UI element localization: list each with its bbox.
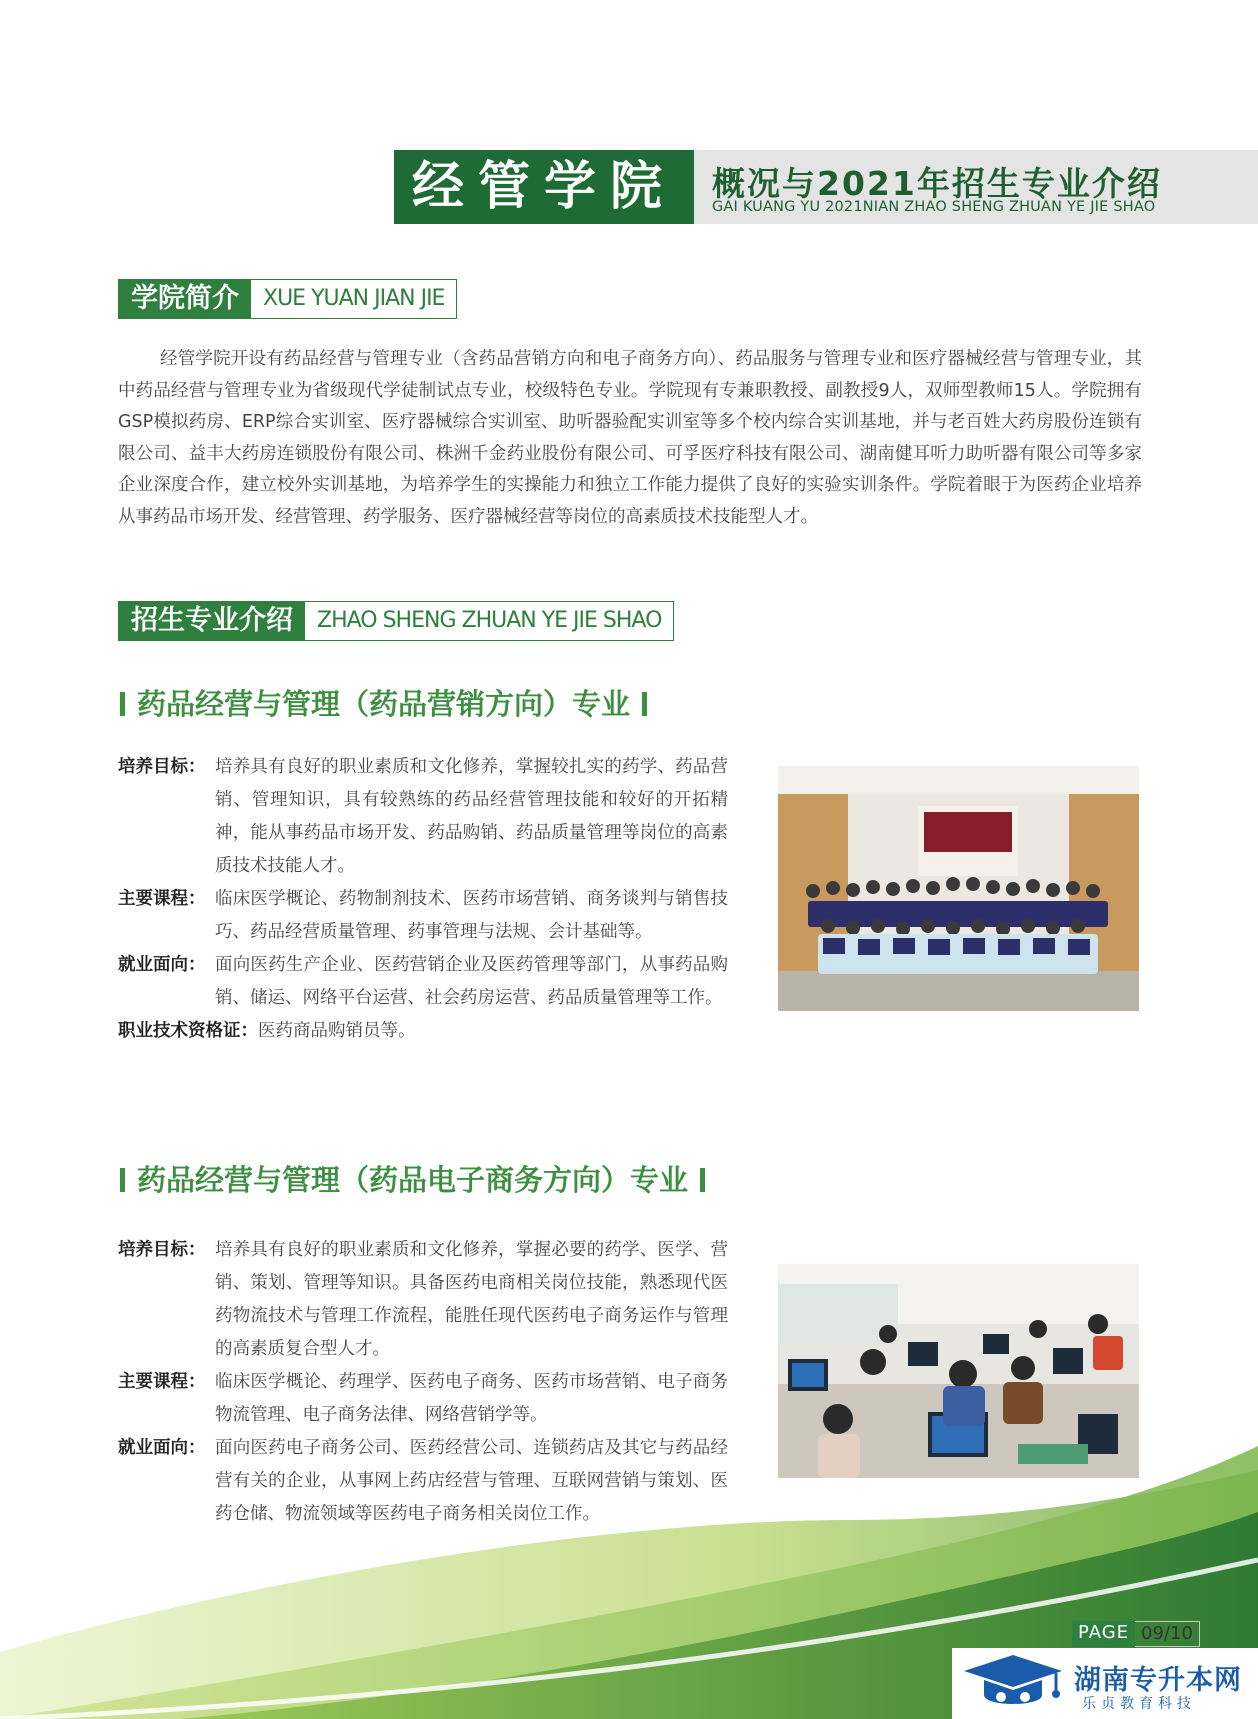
majors-section-tag [118, 601, 674, 641]
intro-tag-en: XUE YUAN JIAN JIE [263, 286, 445, 311]
majors-tag-en: ZHAO SHENG ZHUAN YE JIE SHAO [317, 608, 662, 633]
major2-title-text: 药品经营与管理（药品电子商务方向）专业 [137, 1163, 689, 1197]
title-bar-left [120, 1168, 125, 1192]
major1-jobs-label: 就业面向： [118, 955, 206, 975]
logo-name: 湖南专升本网 [1074, 1665, 1242, 1696]
major1-info [118, 751, 728, 1048]
page-number: 09/10 [1135, 1621, 1200, 1647]
page-indicator [1072, 1621, 1200, 1647]
logo-slogan: 乐贞教育科技 [1082, 1696, 1196, 1712]
college-name: 经管学院 [411, 157, 676, 217]
major2-goal-text: 培养具有良好的职业素质和文化修养，掌握必要的药学、医学、营销、策划、管理等知识。具备医药电商相关岗位技能，熟悉现代医药物流技术与管理工作流程，能胜任现代医药电子商务运作与管理的高素质复合型人才。 [215, 1240, 728, 1359]
major2-courses-row [118, 1366, 728, 1432]
major1-courses-label: 主要课程： [118, 889, 206, 909]
major2-courses-label: 主要课程： [118, 1372, 206, 1392]
major1-cert-row [118, 1015, 728, 1048]
major1-goal-text: 培养具有良好的职业素质和文化修养，掌握较扎实的药学、药品营销、管理知识，具有较熟练的药品经营管理技能和较好的开拓精神，能从事药品市场开发、药品购销、药品质量管理等岗位的高素质技术技能人才。 [215, 757, 728, 876]
major1-goal-label: 培养目标： [118, 757, 206, 777]
title-bar-right [700, 1168, 705, 1192]
graduation-cap-icon [958, 1651, 1068, 1717]
site-logo [952, 1648, 1258, 1719]
major2-jobs-row [118, 1432, 728, 1531]
header-subtitle: GAI KUANG YU 2021NIAN ZHAO SHENG ZHUAN YE JIE SHAO [712, 199, 1156, 215]
majors-tag-cn: 招生专业介绍 [119, 602, 305, 640]
major1-title-text: 药品经营与管理（药品营销方向）专业 [137, 687, 631, 721]
intro-paragraph: 经管学院开设有药品经营与管理专业（含药品营销方向和电子商务方向）、药品服务与管理专业和医疗器械经营与管理专业，其中药品经营与管理专业为省级现代学徒制试点专业，校级特色专业。学院现有专兼职教授、副教授9人，双师型教师15人。学院拥有GSP模拟药房、ERP综合实训室、医疗器械综合实训室、助听器验配实训室等多个校内综合实训基地，并与老百姓大药房股份连锁有限公司、益丰大药房连锁股份有限公司、株洲千金药业股份有限公司、可孚医疗科技有限公司、湖南健耳听力助听器有限公司等多家企业深度合作，建立校外实训基地，为培养学生的实操能力和独立工作能力提供了良好的实验实训条件。学院着眼于为医药企业培养从事药品市场开发、经营管理、药学服务、医疗器械经营等岗位的高素质技术技能型人才。 [118, 349, 1142, 527]
major2-goal-row [118, 1234, 728, 1366]
major2-info [118, 1234, 728, 1531]
major2-jobs-text: 面向医药电子商务公司、医药经营公司、连锁药店及其它与药品经营有关的企业，从事网上药店经营与管理、互联网营销与策划、医药仓储、物流领域等医药电子商务相关岗位工作。 [215, 1438, 728, 1524]
major2-goal-label: 培养目标： [118, 1240, 206, 1260]
title-bar-left [120, 692, 125, 716]
major2-courses-text: 临床医学概论、药理学、医药电子商务、医药市场营销、电子商务物流管理、电子商务法律、网络营销学等。 [215, 1372, 728, 1425]
major1-courses-row [118, 883, 728, 949]
major1-cert-text: 医药商品购销员等。 [258, 1021, 416, 1041]
major1-jobs-row [118, 949, 728, 1015]
major1-title [118, 682, 659, 723]
group-photo [778, 766, 1139, 1011]
major2-jobs-label: 就业面向： [118, 1438, 206, 1458]
header-college-block [394, 150, 694, 224]
major1-jobs-text: 面向医药生产企业、医药营销企业及医药管理等部门，从事药品购销、储运、网络平台运营、社会药房运营、药品质量管理等工作。 [215, 955, 728, 1008]
computer-lab-photo [778, 1264, 1139, 1478]
major1-cert-label: 职业技术资格证： [118, 1021, 258, 1041]
major1-courses-text: 临床医学概论、药物制剂技术、医药市场营销、商务谈判与销售技巧、药品经营质量管理、药事管理与法规、会计基础等。 [215, 889, 728, 942]
header-title: 概况与2021年招生专业介绍 [712, 164, 1162, 203]
major1-goal-row [118, 751, 728, 883]
intro-tag-cn: 学院简介 [119, 280, 251, 318]
intro-section-tag [118, 279, 457, 319]
major2-title [118, 1158, 717, 1199]
page-label: PAGE [1072, 1621, 1135, 1647]
title-bar-right [642, 692, 647, 716]
